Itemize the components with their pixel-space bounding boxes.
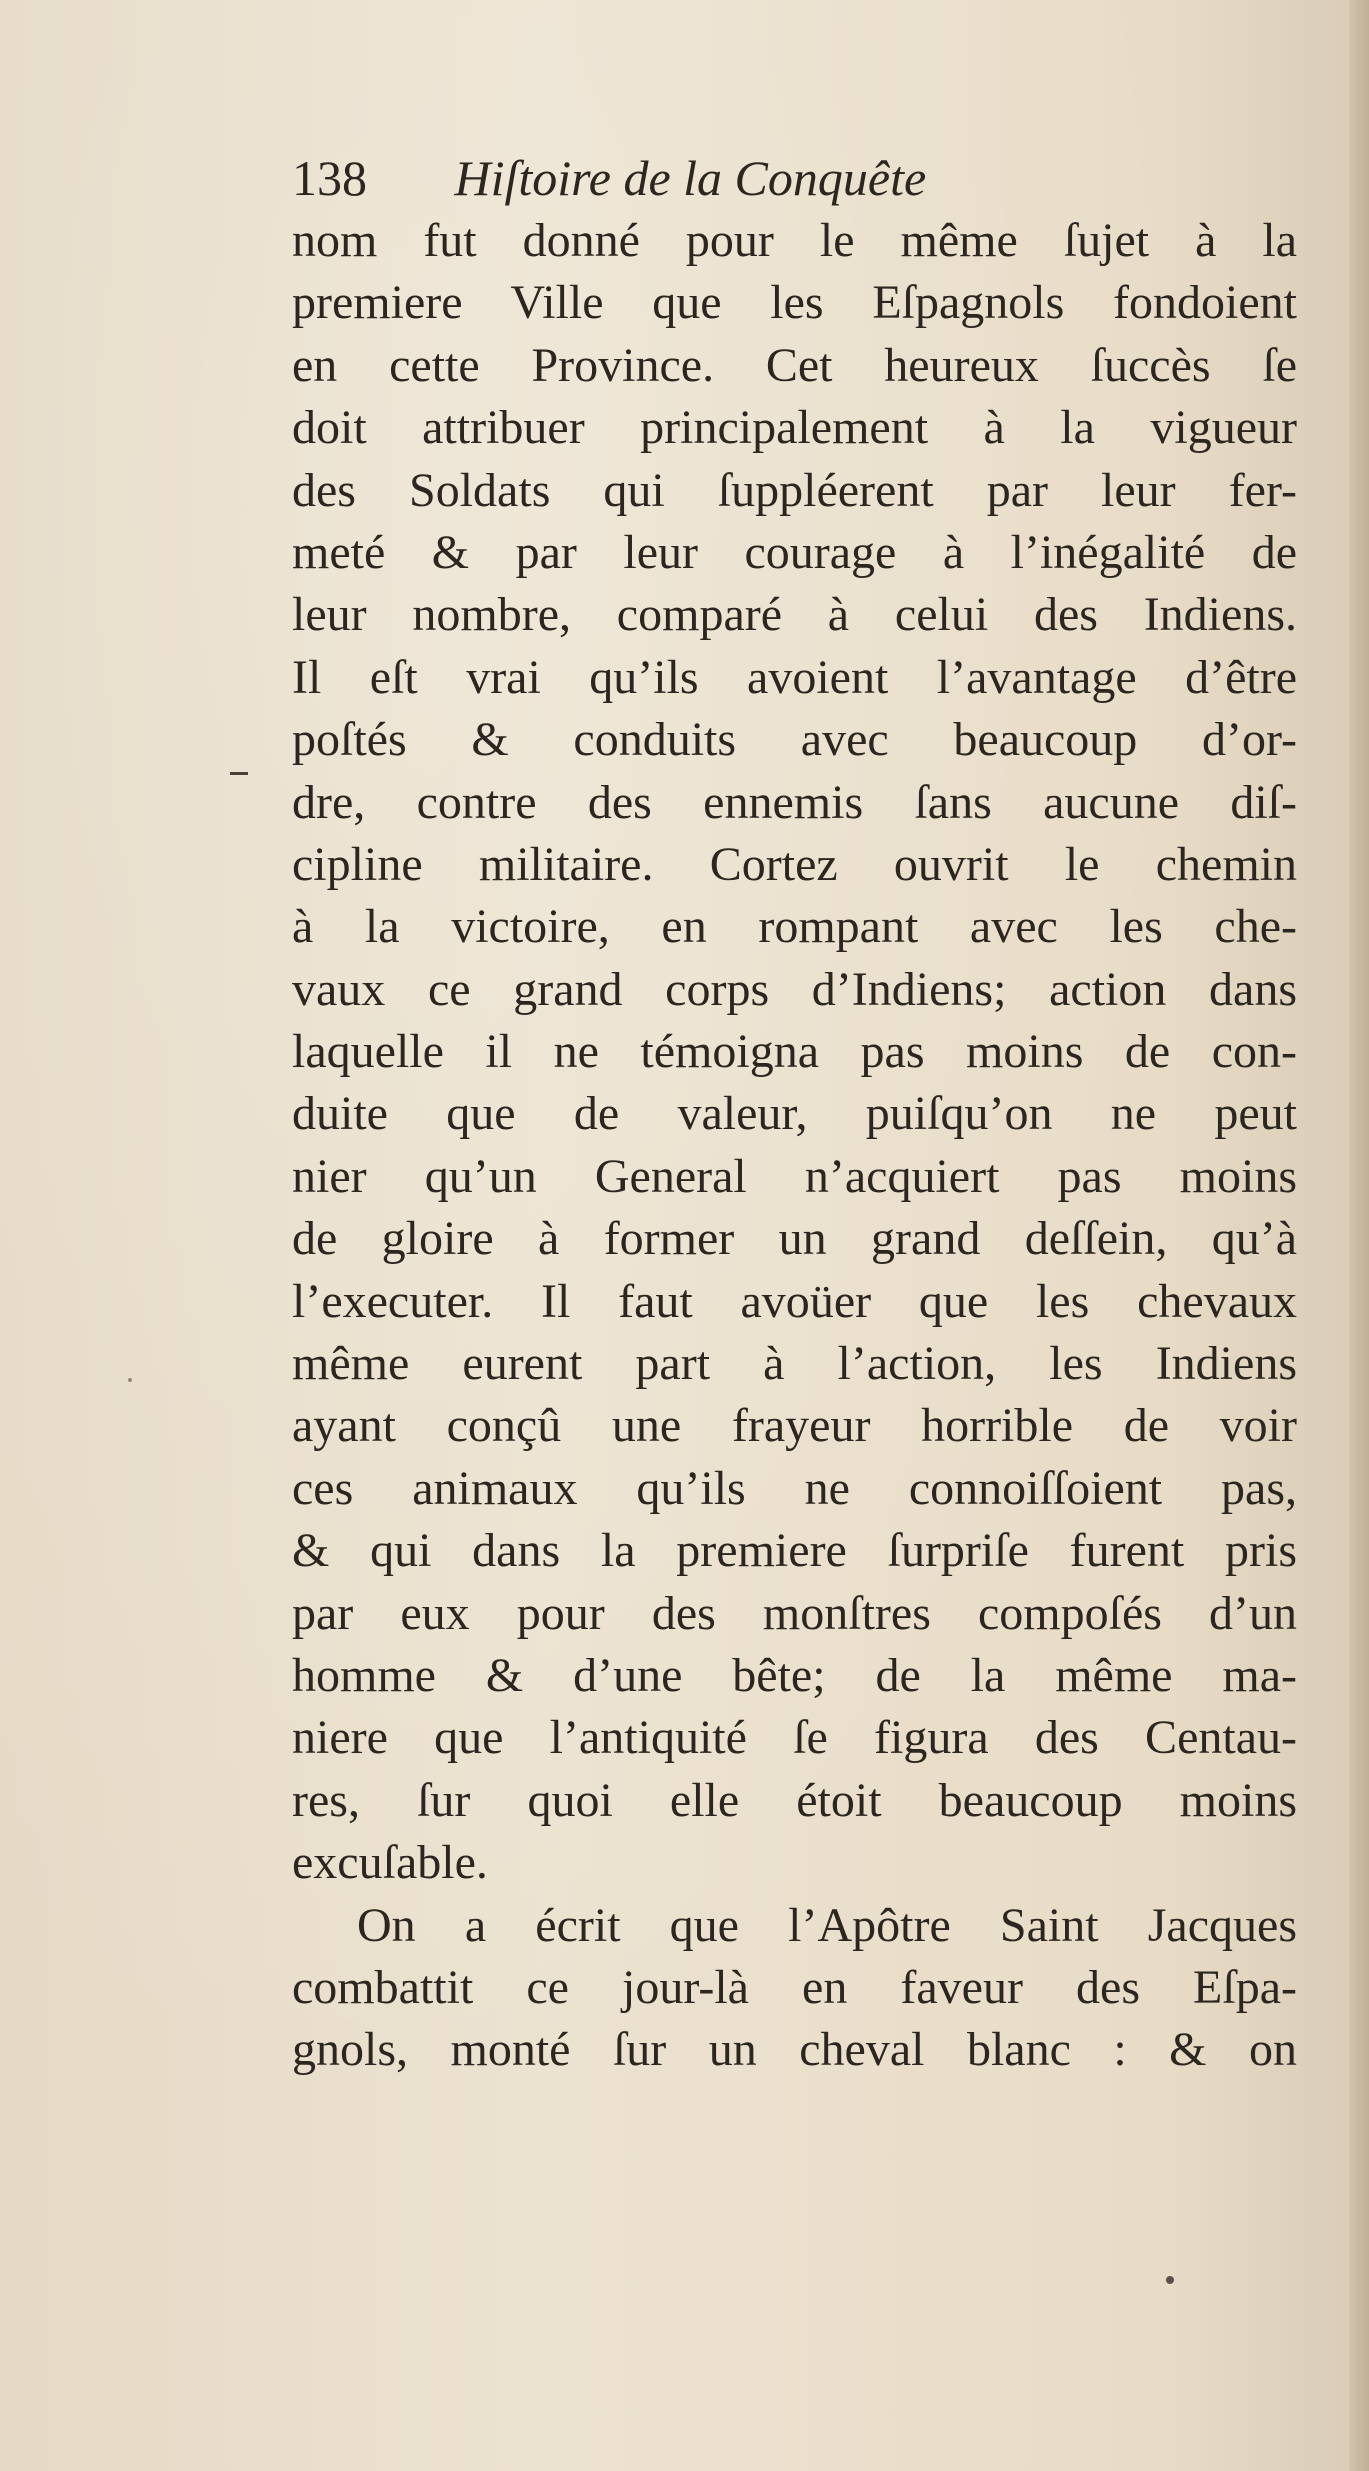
body-text [292, 210, 1297, 2082]
text-line: & qui dans la premiere ſurpriſe furent pris [292, 1524, 1297, 1578]
text-line: nom fut donné pour le même ſujet à la [292, 214, 1297, 267]
text-line: On a écrit que l’Apôtre Saint Jacques [357, 1898, 1297, 1952]
ink-speck [1166, 2276, 1174, 2284]
text-line: vaux ce grand corps d’Indiens; action dans [292, 962, 1297, 1016]
text-line: ces animaux qu’ils ne connoiſſoient pas, [292, 1461, 1297, 1515]
text-line: premiere Ville que les Eſpagnols fondoient [292, 276, 1297, 330]
text-line: niere que l’antiquité ſe figura des Centau- [292, 1711, 1297, 1765]
text-line: doit attribuer principalement à la vigueur [292, 401, 1297, 455]
text-line: Il eſt vrai qu’ils avoient l’avantage d’être [292, 650, 1297, 704]
text-line: meté & par leur courage à l’inégalité de [292, 525, 1297, 579]
text-line: dre, contre des ennemis ſans aucune diſ- [292, 775, 1297, 829]
text-line: des Soldats qui ſuppléerent par leur fer- [292, 463, 1297, 517]
ink-speck [128, 1378, 132, 1382]
page-edge-shadow [1349, 0, 1369, 2471]
text-line: laquelle il ne témoigna pas moins de con- [292, 1025, 1297, 1079]
text-line: duite que de valeur, puiſqu’on ne peut [292, 1087, 1297, 1141]
text-line: cipline militaire. Cortez ouvrit le chemin [292, 837, 1297, 891]
text-line: par eux pour des monſtres compoſés d’un [292, 1586, 1297, 1640]
text-line: de gloire à former un grand deſſein, qu’à [292, 1212, 1297, 1266]
page-number: 138 [292, 150, 367, 206]
text-line: en cette Province. Cet heureux ſuccès ſe [292, 338, 1297, 392]
text-line: à la victoire, en rompant avec les che- [292, 900, 1297, 954]
text-line: res, ſur quoi elle étoit beaucoup moins [292, 1773, 1297, 1827]
margin-dash-mark [230, 772, 248, 775]
text-line: homme & d’une bête; de la même ma- [292, 1648, 1297, 1702]
text-line: ayant conçû une frayeur horrible de voir [292, 1399, 1297, 1453]
text-line: gnols, monté ſur un cheval blanc : & on [292, 2023, 1297, 2077]
page-header [292, 148, 1292, 208]
text-line: combattit ce jour-là en faveur des Eſpa- [292, 1960, 1297, 2014]
text-line: nier qu’un General n’acquiert pas moins [292, 1149, 1297, 1203]
text-line: excuſable. [292, 1836, 488, 1890]
text-line: leur nombre, comparé à celui des Indiens. [292, 588, 1297, 642]
text-line: poſtés & conduits avec beaucoup d’or- [292, 713, 1297, 767]
running-title: Hiſtoire de la Conquête [454, 150, 927, 206]
text-line: l’executer. Il faut avoüer que les chevaux [292, 1274, 1297, 1328]
text-line: même eurent part à l’action, les Indiens [292, 1337, 1297, 1391]
